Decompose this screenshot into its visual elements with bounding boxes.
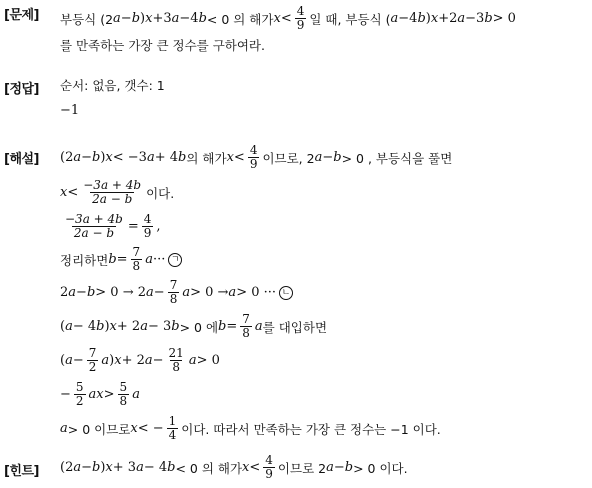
var: b [86,285,96,301]
op: = [127,219,139,235]
solution-line-8 [60,378,588,412]
hint-body [60,450,588,486]
var: a [171,11,180,27]
hint-tag: [힌트] [4,464,39,479]
fraction [240,313,252,341]
numerator: 4 [296,4,305,18]
problem-line-2: 를 만족하는 가장 큰 정수를 구하여라. [60,38,265,53]
op: +3 [152,11,172,27]
op: +2 [438,11,458,27]
var: a [146,285,154,301]
problem-body [60,2,588,53]
t: (2 [60,460,74,476]
paren: ) [140,11,146,27]
solution-body [60,140,588,446]
numerator: 7 [242,312,250,326]
t: ) [109,353,115,369]
numerator: 7 [169,278,178,292]
numerator: 4 [143,212,152,226]
op: > 0 → [190,285,229,301]
numerator: −3a + 4b [65,212,123,226]
var: a [65,319,73,335]
numerator: 7 [88,346,97,360]
var: x [130,421,138,437]
fraction [131,246,143,274]
op: −4 [398,11,418,27]
t: ) [104,319,110,335]
var: x [105,150,113,166]
solution-line-7 [60,344,588,378]
var: x [105,460,113,476]
solution-line-2 [60,176,588,210]
var: b [417,11,426,27]
text: 의 해가 [186,150,227,166]
op: − [72,353,84,369]
op: − [60,387,71,403]
denominator: 9 [143,226,152,241]
var: a [113,11,121,27]
var: a [314,150,323,166]
text: 정리하면 [60,252,109,268]
op: > 0 [492,11,516,27]
op: − [153,285,165,301]
var: b [108,252,117,268]
op: − [76,285,87,301]
numerator: 7 [132,245,141,259]
var: a [188,353,197,369]
hint-line-1 [60,450,588,486]
fraction [248,144,260,172]
op: = [116,252,128,268]
op: − [81,460,93,476]
var: a [136,460,144,476]
denominator: 2a − b [92,192,133,207]
var: x [60,185,68,201]
fraction [81,179,143,207]
text: 를 대입하면 [262,319,328,335]
denominator: 8 [172,360,180,375]
fraction [142,213,154,241]
t: ( [60,353,66,369]
var: b [484,11,493,27]
op: + 4 [154,150,179,166]
var: a [182,285,191,301]
var: x [145,11,153,27]
t: ) [100,150,106,166]
answer-tag: [정답] [4,82,39,97]
var: b [344,460,354,476]
var: b [92,150,101,166]
var: x [430,11,439,27]
fraction [263,454,275,482]
var: b [167,460,176,476]
var: b [171,319,180,335]
var: b [131,11,141,27]
numerator: 4 [249,143,258,157]
text: 이므로, 2 [262,150,315,166]
var: a [144,353,153,369]
solution-tag: [해설] [4,152,39,167]
t: , [156,219,161,235]
var: a [457,11,466,27]
solution-line-4 [60,244,588,276]
var: a [101,353,110,369]
denominator: 2a − b [73,226,114,241]
var: x [273,11,281,27]
solution-line-3 [60,210,588,244]
op: + 2 [121,353,145,369]
text: 이므로 2 [277,460,327,476]
op: + 2 [116,319,141,335]
op: < [233,150,245,166]
op: + 3 [112,460,137,476]
var: a [228,285,237,301]
denominator: 2 [88,360,97,375]
answer-body [60,78,588,119]
dots: ··· [152,252,166,268]
var: a [65,353,73,369]
op: = [226,319,238,335]
op: − [152,353,164,369]
op: − 4 [72,319,97,335]
op: < −3 [112,150,147,166]
numerator: 1 [168,414,177,428]
fraction [74,381,86,409]
var: x [109,319,117,335]
text: < 0 의 해가 [175,460,243,476]
var: b [198,11,207,27]
op: > 0 → 2 [95,285,147,301]
paren: ) [425,11,431,27]
var: x [242,460,250,476]
text: > 0 이다. [353,460,408,476]
op: > 0 [196,353,220,369]
numerator: 5 [119,380,128,394]
var: b [96,319,105,335]
denominator: 9 [265,467,273,482]
denominator: 9 [296,18,305,33]
t: ) [100,460,106,476]
var: a [390,11,399,27]
var: a [73,460,82,476]
denominator: 4 [168,428,177,443]
fraction [168,279,180,307]
denominator: 8 [119,394,128,409]
var: a [326,460,334,476]
op: −3 [465,11,485,27]
op: − [81,150,93,166]
numerator: 21 [168,346,184,360]
var: x [226,150,234,166]
problem-line-1 [60,2,588,36]
var: a [140,319,148,335]
op: > 0 ··· [236,285,277,301]
var: a [73,150,82,166]
t: (2 [60,150,74,166]
op: − [322,150,334,166]
var: b [218,319,227,335]
var: b [92,460,101,476]
op: < [280,11,292,27]
op: −4 [179,11,199,27]
op: > [103,387,115,403]
fraction [118,381,130,409]
problem-tag: [문제] [4,8,39,23]
t: 2 [60,285,69,301]
op: − [120,11,132,27]
solution-line-9 [60,412,588,446]
op: < − [137,421,164,437]
var: x [114,353,122,369]
t: ( [60,319,66,335]
var: a [60,421,68,437]
var: b [333,150,342,166]
circled-marker: ㄴ [279,286,293,300]
op: − 4 [143,460,168,476]
op: − 3 [147,319,172,335]
numerator: 4 [265,453,273,467]
fraction [167,347,186,375]
text: 부등식 (2 [60,11,114,27]
fraction [295,5,307,33]
denominator: 9 [249,157,258,172]
denominator: 8 [169,292,178,307]
solution-line-6 [60,310,588,344]
var: a [254,319,263,335]
fraction [167,415,179,443]
denominator: 8 [242,326,250,341]
var: ax [88,387,104,403]
fraction [63,213,125,241]
text: > 0 이므로 [67,421,131,437]
circled-marker: ㄱ [168,253,182,267]
solution-line-5 [60,276,588,310]
numerator: −3a + 4b [83,178,142,192]
var: a [146,150,155,166]
numerator: 5 [75,380,84,394]
text: > 0 , 부등식을 풀면 [341,150,453,166]
answer-line-2: −1 [60,103,80,118]
denominator: 8 [132,259,141,274]
text: 일 때, 부등식 ( [309,11,391,27]
text: 이다. [146,185,175,201]
op: < [249,460,261,476]
solution-line-1 [60,140,588,176]
text: 이다. 따라서 만족하는 가장 큰 정수는 −1 이다. [181,421,441,437]
var: a [145,252,153,268]
denominator: 2 [75,394,84,409]
fraction [87,347,99,375]
answer-line-1: 순서: 없음, 갯수: 1 [60,78,165,93]
text: < 0 의 해가 [206,11,274,27]
text: > 0 에 [179,319,219,335]
var: b [178,150,187,166]
var: a [132,387,140,403]
op: − [333,460,345,476]
op: < [67,185,79,201]
var: a [68,285,77,301]
